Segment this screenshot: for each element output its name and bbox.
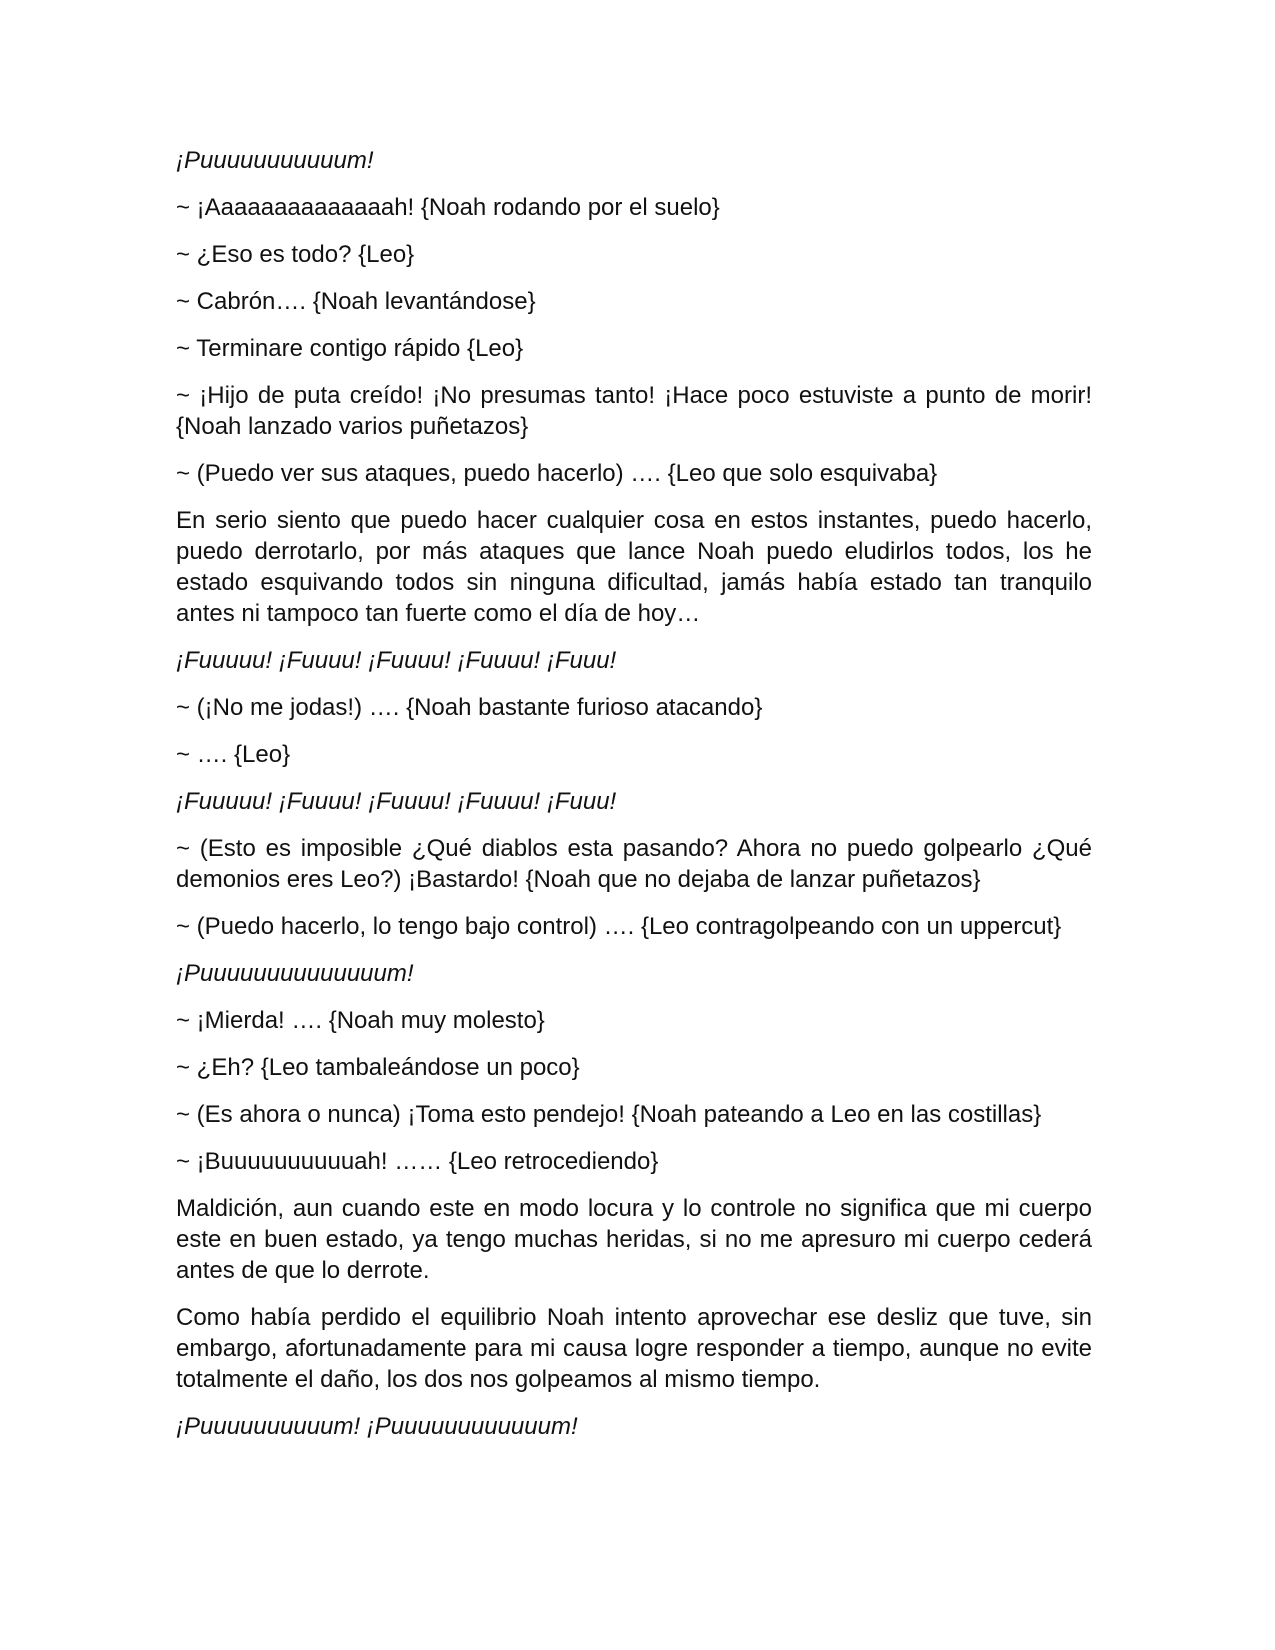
sound-effect-line: ¡Fuuuuu! ¡Fuuuu! ¡Fuuuu! ¡Fuuuu! ¡Fuuu! <box>176 788 617 815</box>
dialogue-line: ~ Terminare contigo rápido {Leo} <box>176 335 524 362</box>
dialogue-line: ~ ¡Mierda! …. {Noah muy molesto} <box>176 1007 545 1034</box>
dialogue-line: ~ …. {Leo} <box>176 741 291 768</box>
dialogue-line: ~ (Es ahora o nunca) ¡Toma esto pendejo! {Noah pateando a Leo en las costillas} <box>176 1101 1042 1128</box>
document-body <box>176 145 1092 1458</box>
dialogue-line: ~ ¿Eso es todo? {Leo} <box>176 241 415 268</box>
sound-effect-line: ¡Puuuuuuuuuuum! <box>176 147 374 174</box>
dialogue-line: ~ ¡Aaaaaaaaaaaaaah! {Noah rodando por el suelo} <box>176 194 720 221</box>
dialogue-line: ~ (Puedo ver sus ataques, puedo hacerlo) …. {Leo que solo esquivaba} <box>176 460 938 487</box>
dialogue-line: ~ Cabrón…. {Noah levantándose} <box>176 288 536 315</box>
narration-paragraph: Como había perdido el equilibrio Noah intento aprovechar ese desliz que tuve, sin embargo, afortunadamente para mi causa logre responder a tiempo, aunque no evite totalmente el daño, los dos nos golpeamos al mismo tiempo. <box>176 1304 1092 1393</box>
narration-paragraph: Maldición, aun cuando este en modo locura y lo controle no significa que mi cuerpo este en buen estado, ya tengo muchas heridas, si no me apresuro mi cuerpo cederá antes de que lo derrote. <box>176 1195 1092 1284</box>
dialogue-line: ~ ¡Hijo de puta creído! ¡No presumas tanto! ¡Hace poco estuviste a punto de morir! {Noah lanzado varios puñetazos} <box>176 382 1092 440</box>
sound-effect-line: ¡Puuuuuuuuuum! ¡Puuuuuuuuuuuum! <box>176 1413 578 1440</box>
dialogue-line: ~ ¡Buuuuuuuuuuah! …… {Leo retrocediendo} <box>176 1148 659 1175</box>
sound-effect-line: ¡Fuuuuu! ¡Fuuuu! ¡Fuuuu! ¡Fuuuu! ¡Fuuu! <box>176 647 617 674</box>
narration-paragraph: En serio siento que puedo hacer cualquier cosa en estos instantes, puedo hacerlo, puedo derrotarlo, por más ataques que lance Noah puedo eludirlos todos, los he estado esquivando todos sin ninguna dificultad, jamás había estado tan tranquilo antes ni tampoco tan fuerte como el día de hoy… <box>176 507 1092 627</box>
dialogue-line: ~ (¡No me jodas!) …. {Noah bastante furioso atacando} <box>176 694 763 721</box>
dialogue-line: ~ ¿Eh? {Leo tambaleándose un poco} <box>176 1054 580 1081</box>
dialogue-line: ~ (Puedo hacerlo, lo tengo bajo control) …. {Leo contragolpeando con un uppercut} <box>176 913 1062 940</box>
dialogue-line: ~ (Esto es imposible ¿Qué diablos esta pasando? Ahora no puedo golpearlo ¿Qué demonios eres Leo?) ¡Bastardo! {Noah que no dejaba de lanzar puñetazos} <box>176 835 1092 893</box>
sound-effect-line: ¡Puuuuuuuuuuuuuum! <box>176 960 414 987</box>
